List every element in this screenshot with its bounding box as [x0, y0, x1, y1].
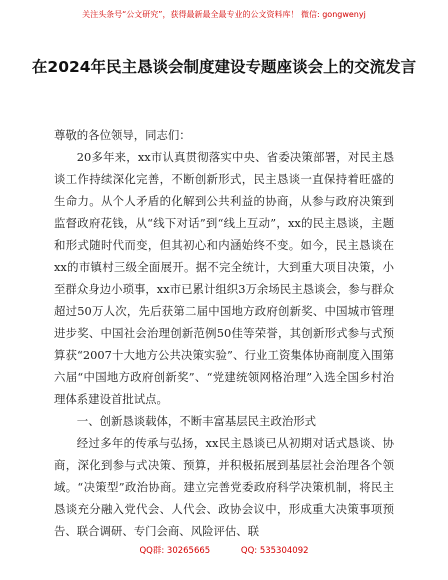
document-body [54, 124, 394, 542]
paragraph-intro: 20多年来，xx市认真贯彻落实中央、省委决策部署，对民主恳谈工作持续深化完善，不断创新形式，民主恳谈一直保持着旺盛的生命力。从个人矛盾的化解到公共利益的协商，从参与政府决策到监督政府花钱，从“线下对话”到“线上互动”，xx的民主恳谈，主题和形式随时代而变，但其初心和内涵始终不变。如今，民主恳谈在xx的市镇村三级全面展开。据不完全统计，大到重大项目决策，小至群众身边小琐事，xx市已累计组织3万余场民主恳谈会，参与群众超过50万人次，先后获第二届中国地方政府创新奖、中国城市管理进步奖、中国社会治理创新范例50佳等荣誉，其创新形式参与式预算获“2007十大地方公共决策实验”、行业工资集体协商制度入围第六届“中国地方政府创新奖”、“党建统领网格治理”入选全国乡村治理体系建设首批试点。 [54, 150, 394, 406]
contact-footer [0, 546, 448, 556]
paragraph-section-1: 经过多年的传承与弘扬，xx民主恳谈已从初期对话式恳谈、协商，深化到参与式决策、预算，并积极拓展到基层社会治理各个领域。“决策型”政治协商。建立完善党委政府科学决策机制，将民主恳谈充分融入党代会、人代会、政协会议中，形成重大决策事项预告、联合调研、专门会商、风险评估、联 [54, 436, 394, 538]
document-title: 在2024年民主恳谈会制度建设专题座谈会上的交流发言 [31, 58, 417, 76]
promo-header: 关注头条号“公文研究”，获得最新最全最专业的公文资料库！ 微信: gongwenyj [82, 10, 366, 19]
qq-number: QQ: 535304092 [240, 546, 309, 556]
greeting: 尊敬的各位领导，同志们： [54, 128, 191, 142]
section-heading-1: 一、创新恳谈载体，不断丰富基层民主政治形式 [76, 414, 317, 428]
qq-group: QQ群: 30265665 [139, 546, 211, 556]
